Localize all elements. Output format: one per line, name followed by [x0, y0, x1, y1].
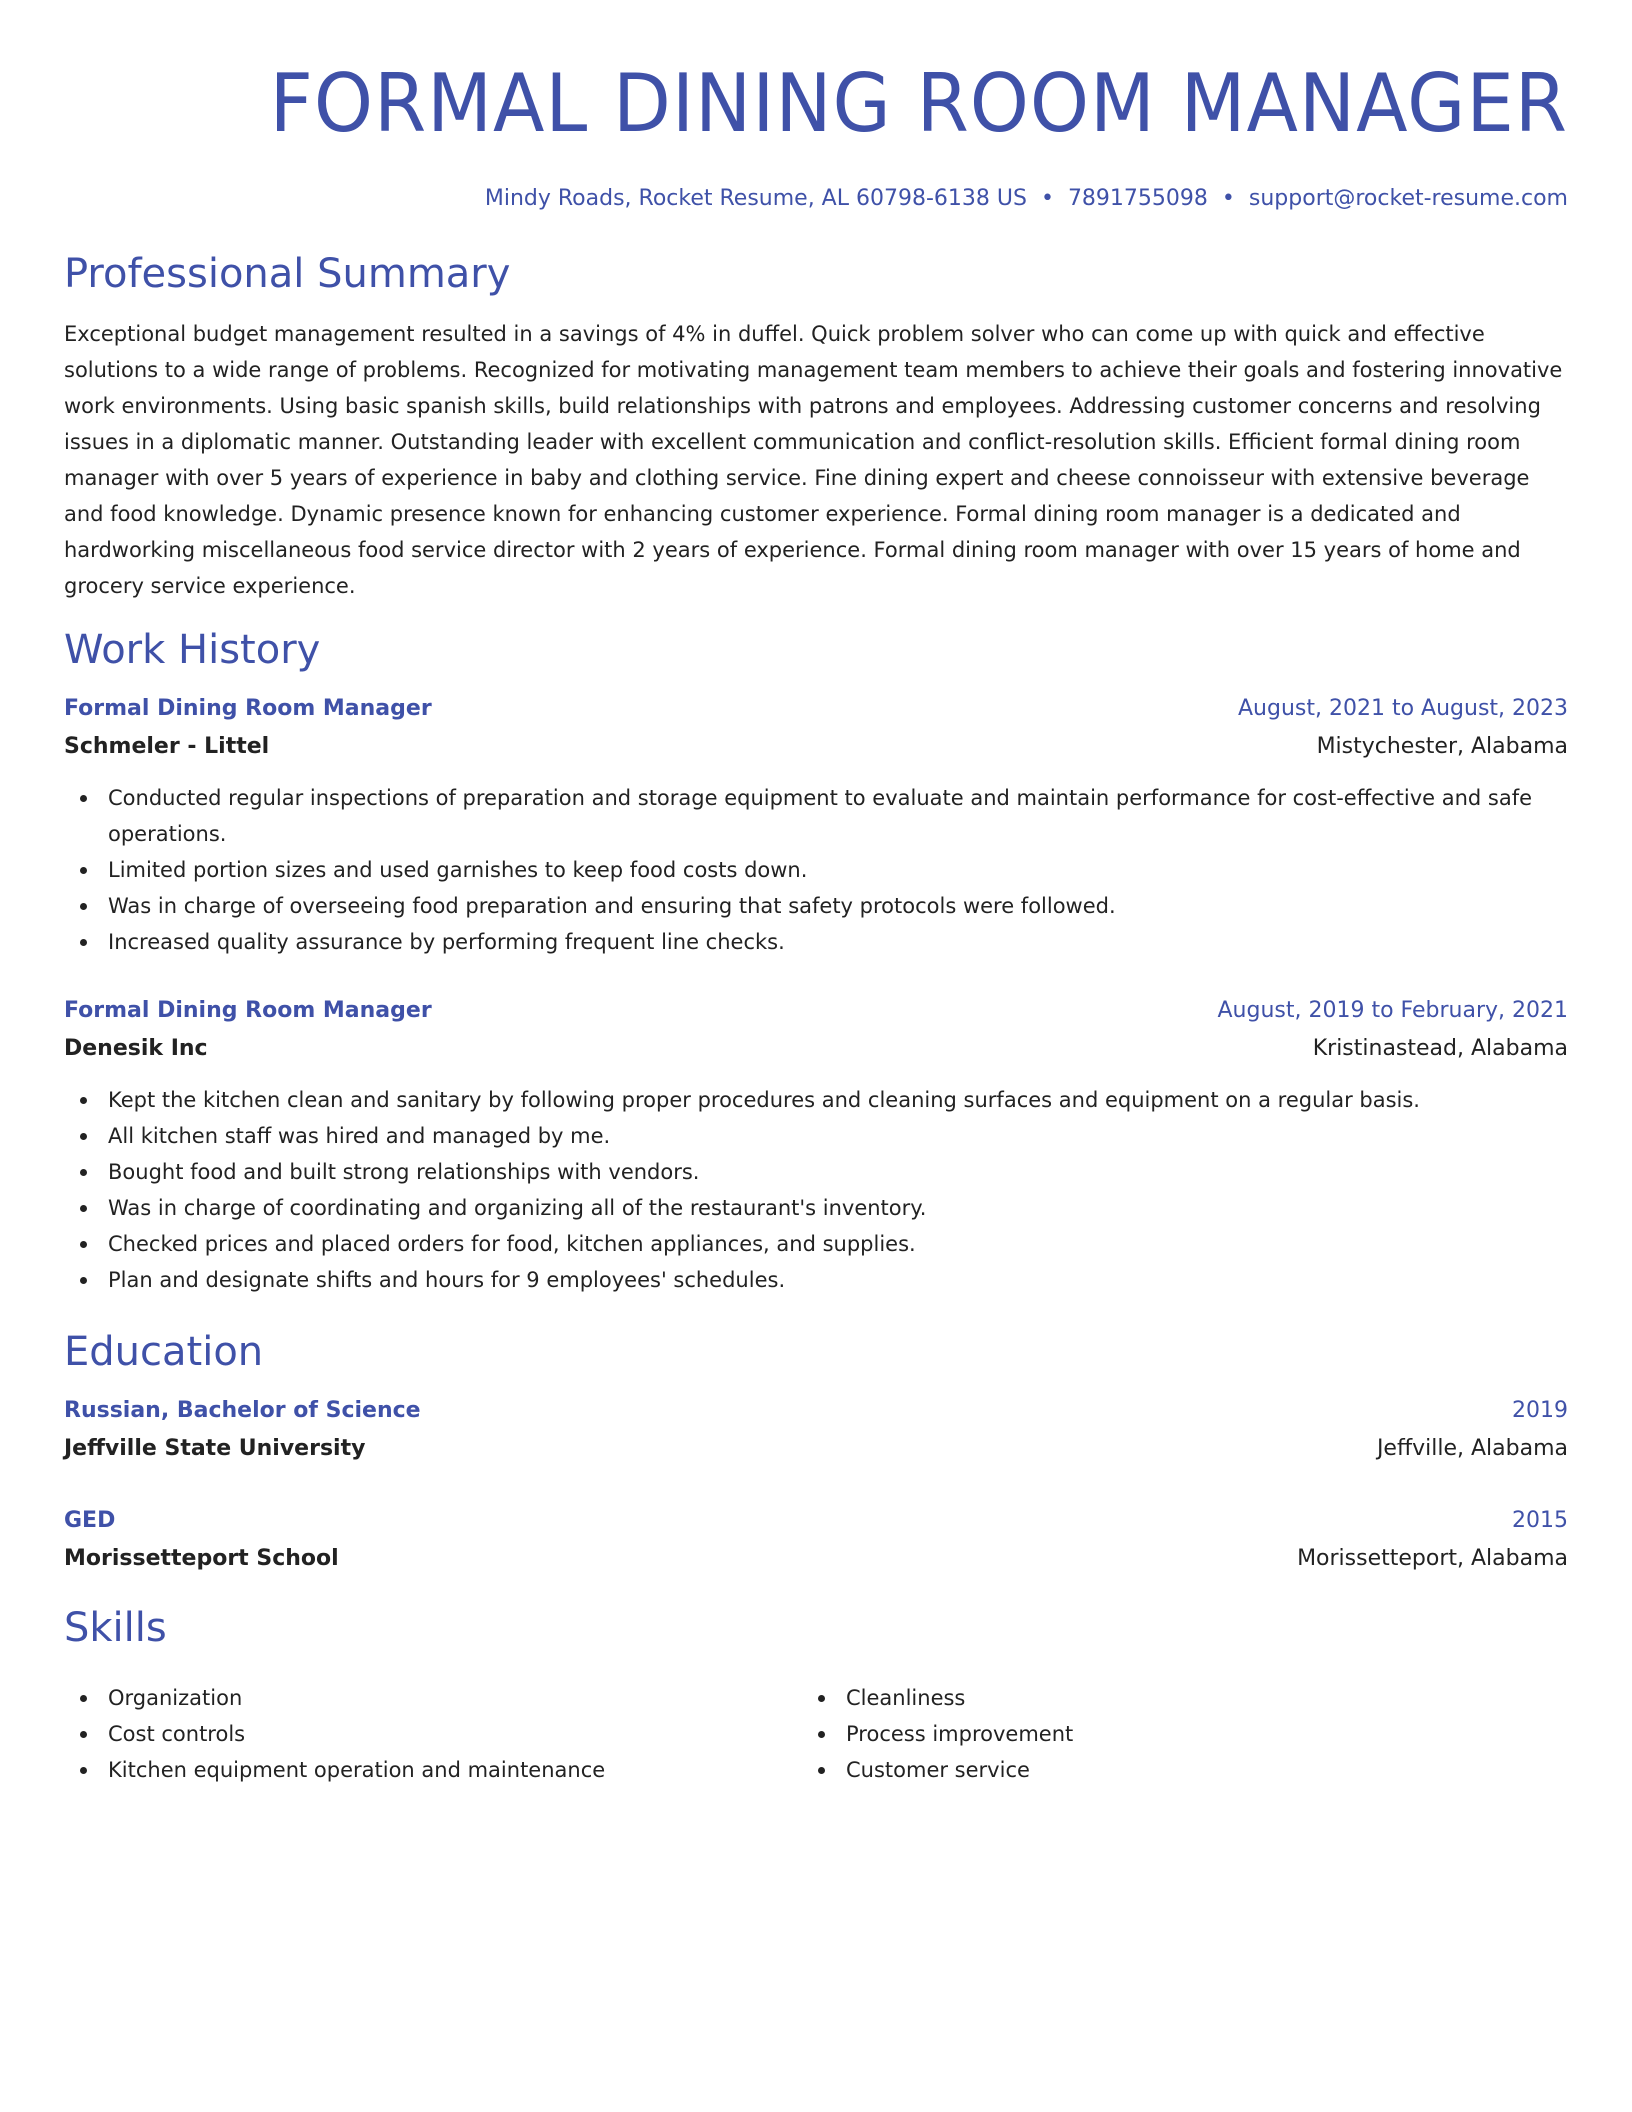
education-school-row: [64, 1430, 1568, 1468]
job-duty-item: Was in charge of coordinating and organizing all of the restaurant's inventory.: [64, 1190, 1568, 1226]
education-heading: Education: [64, 1329, 264, 1375]
work-history-section: [64, 626, 1568, 1298]
job-company: Schmeler - Littel: [64, 734, 270, 759]
job-company: Denesik Inc: [64, 1036, 208, 1061]
summary-section: [64, 250, 1568, 604]
summary-text: Exceptional budget management resulted in a savings of 4% in duffel. Quick problem solver who can come up with quick and effective solutions to a wide range of problems. Recognized for motivating management team members to achieve their goals and fostering innovative work environments. Using basic spanish skills, build relationships with patrons and employees. Addressing customer concerns and resolving issues in a diplomatic manner. Outstanding leader with excellent communication and conflict-resolution skills. Efficient formal dining room manager with over 5 years of experience in baby and clothing service. Fine dining expert and cheese connoisseur with extensive beverage and food knowledge. Dynamic presence known for enhancing customer experience. Formal dining room manager is a dedicated and hardworking miscellaneous food service director with 2 years of experience. Formal dining room manager with over 15 years of home and grocery service experience.: [64, 322, 1563, 598]
summary-heading: Professional Summary: [64, 251, 511, 297]
education-degree-row: [64, 1392, 1568, 1430]
job-duty-item: Plan and designate shifts and hours for 9 employees' schedules.: [64, 1262, 1568, 1298]
job-entry: [64, 992, 1568, 1298]
education-degree: GED: [64, 1508, 116, 1533]
education-location: Morissetteport, Alabama: [1297, 1546, 1568, 1571]
job-duty-item: Limited portion sizes and used garnishes to keep food costs down.: [64, 852, 1568, 888]
education-degree: Russian, Bachelor of Science: [64, 1398, 421, 1423]
education-section: [64, 1328, 1568, 1578]
education-school: Jeffville State University: [64, 1436, 366, 1461]
job-duty-item: Was in charge of overseeing food preparation and ensuring that safety protocols were followed.: [64, 888, 1568, 924]
job-duties-list: [64, 1082, 1568, 1298]
contact-address: Mindy Roads, Rocket Resume, AL 60798-6138 US: [484, 186, 1027, 211]
job-dates: August, 2021 to August, 2023: [1238, 696, 1568, 721]
education-year: 2015: [1512, 1508, 1568, 1533]
skills-columns: [64, 1666, 1568, 1788]
candidate-name: FORMAL DINING ROOM MANAGER: [269, 57, 1569, 150]
education-year: 2019: [1512, 1398, 1568, 1423]
skill-item: Organization: [64, 1680, 802, 1716]
job-duty-item: Checked prices and placed orders for food, kitchen appliances, and supplies.: [64, 1226, 1568, 1262]
skills-section: [64, 1604, 1568, 1788]
job-company-row: [64, 1030, 1568, 1068]
skills-list-right: [802, 1680, 1540, 1788]
contact-email[interactable]: support@rocket-resume.com: [1248, 186, 1568, 211]
contact-separator: •: [1040, 186, 1054, 211]
job-role: Formal Dining Room Manager: [64, 998, 432, 1023]
skills-heading: Skills: [64, 1605, 167, 1651]
contact-line: [64, 184, 1568, 214]
skill-item: Process improvement: [802, 1716, 1540, 1752]
education-school: Morissetteport School: [64, 1546, 339, 1571]
skill-item: Cost controls: [64, 1716, 802, 1752]
job-role: Formal Dining Room Manager: [64, 696, 432, 721]
job-header-row: [64, 992, 1568, 1030]
job-duties-list: [64, 780, 1568, 960]
education-entry: [64, 1392, 1568, 1468]
work-history-heading: Work History: [64, 627, 321, 673]
resume-header: [64, 0, 1568, 214]
education-degree-row: [64, 1502, 1568, 1540]
skill-item: Customer service: [802, 1752, 1540, 1788]
job-company-row: [64, 728, 1568, 766]
job-header-row: [64, 690, 1568, 728]
job-location: Kristinastead, Alabama: [1312, 1036, 1568, 1061]
education-location: Jeffville, Alabama: [1376, 1436, 1568, 1461]
job-duty-item: Increased quality assurance by performing frequent line checks.: [64, 924, 1568, 960]
skill-item: Kitchen equipment operation and maintenance: [64, 1752, 802, 1788]
skill-item: Cleanliness: [802, 1680, 1540, 1716]
job-duty-item: Conducted regular inspections of preparation and storage equipment to evaluate and maintain performance for cost-effective and safe operations.: [64, 780, 1568, 852]
job-duty-item: Bought food and built strong relationships with vendors.: [64, 1154, 1568, 1190]
skills-list-left: [64, 1680, 802, 1788]
education-school-row: [64, 1540, 1568, 1578]
contact-phone: 7891755098: [1067, 186, 1208, 211]
job-duty-item: All kitchen staff was hired and managed by me.: [64, 1118, 1568, 1154]
job-location: Mistychester, Alabama: [1316, 734, 1568, 759]
contact-separator: •: [1221, 186, 1235, 211]
education-entry: [64, 1502, 1568, 1578]
job-entry: [64, 690, 1568, 960]
job-dates: August, 2019 to February, 2021: [1217, 998, 1568, 1023]
job-duty-item: Kept the kitchen clean and sanitary by following proper procedures and cleaning surfaces and equipment on a regular basis.: [64, 1082, 1568, 1118]
